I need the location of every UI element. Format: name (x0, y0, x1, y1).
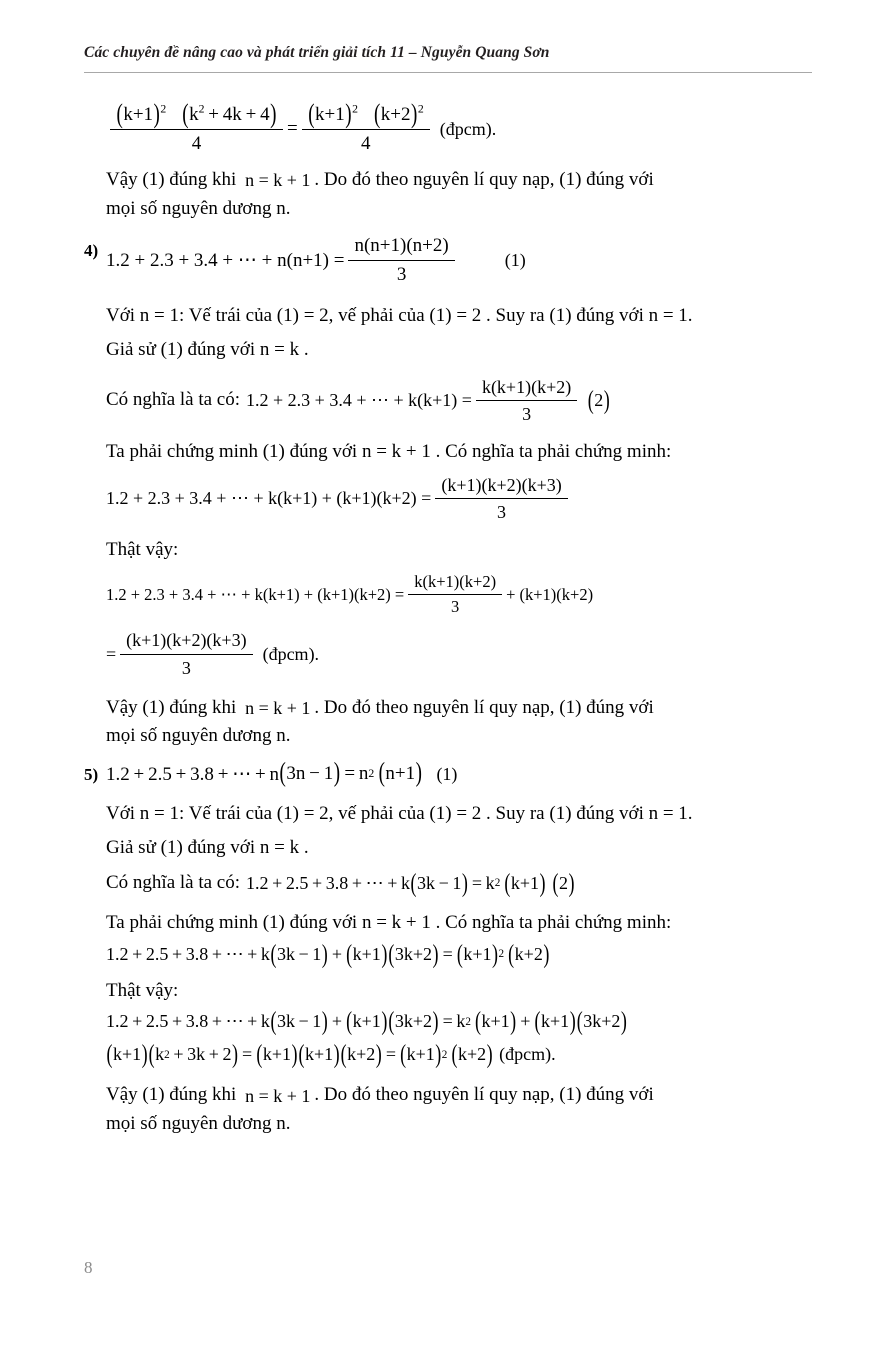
item-5-concl-eq: n = k + 1 (245, 1085, 311, 1106)
conclusion-top-text2: . Do đó theo nguyên lí quy nạp, (1) đúng với (314, 169, 654, 191)
top-equation: $\frac{(k+1)^2 (k^2 + 4k + 4)}{4}$ = $\frac{(k+1)^2 (k+2)^2}{4}$ (đpcm). (106, 102, 824, 156)
item-4-concl-c: mọi số nguyên dương n. (106, 725, 291, 747)
conclusion-top-text1: Vậy (1) đúng khi (106, 169, 237, 191)
item-4-prove-equation (106, 473, 824, 525)
item-4-final-prefix: = (106, 643, 117, 664)
item-5-indeed-equation (106, 1006, 824, 1036)
item-4-means (106, 375, 824, 427)
item-5-conclusion (106, 1081, 824, 1138)
exercise-item-4 (84, 233, 824, 287)
item-4-means-frac-num: k(k+1)(k+2) (476, 375, 577, 401)
exercise-item-5 (84, 758, 824, 789)
item-4-indeed-frac-num: k(k+1)(k+2) (408, 571, 502, 595)
item-4-means-lhs: 1.2 + 2.3 + 3.4 + ⋯ + k(k+1) = (246, 389, 472, 410)
item-4-base-case: Với n = 1: Vế trái của (1) = 2, vế phải của (1) = 2 . Suy ra (1) đúng với n = 1. (106, 304, 693, 326)
item-4-final-qed: (đpcm). (262, 643, 320, 664)
item-5-prove-equation (106, 939, 824, 969)
item-4-conclusion (106, 694, 824, 751)
item-4-statement (106, 233, 824, 287)
item-5-number: 5) (84, 764, 99, 784)
conclusion-top-eq: n = k + 1 (245, 170, 311, 191)
item-4-means-prefix: Có nghĩa là ta có: (106, 389, 241, 411)
item-4-indeed-lhs: 1.2 + 2.3 + 3.4 + ⋯ + k(k+1) + (k+1)(k+2) = (106, 584, 405, 604)
item-4-indeed-frac-den: 3 (451, 597, 460, 617)
item-5-means-prefix: Có nghĩa là ta có: (106, 871, 241, 893)
item-5-prove-eq: 1.2 + 2.5 + 3.8 + ⋯ + k ( 3k − 1 ) + ( k+1 ) ( 3k+2 ) = ( k+1 ) 2 ( k+2 ) (106, 939, 550, 969)
top-eq-num-left-exp: 2 (160, 102, 167, 116)
item-4-prove-frac-num: (k+1)(k+2)(k+3) (435, 473, 567, 499)
item-5-concl-b: . Do đó theo nguyên lí quy nạp, (1) đúng với (314, 1084, 654, 1106)
top-eq-equals: = (286, 118, 298, 140)
item-5-means-tag: ( 2 ) (552, 867, 575, 897)
item-4-means-frac-den: 3 (522, 403, 532, 424)
item-4-assumption: Giả sử (1) đúng với n = k . (106, 339, 309, 361)
item-4-concl-eq: n = k + 1 (245, 698, 311, 719)
top-eq-qed: (đpcm). (439, 118, 497, 139)
item-5-indeed-eq: 1.2 + 2.5 + 3.8 + ⋯ + k ( 3k − 1 ) + ( k+1 ) ( 3k+2 ) = k 2 ( k+1 ) + ( k+1 ) ( 3k+2 ) (106, 1006, 627, 1036)
item-4-statement-lhs: 1.2 + 2.3 + 3.4 + ⋯ + n(n+1) = (106, 249, 345, 271)
item-4-indeed-equation (106, 571, 824, 619)
item-5-means-eq: 1.2 + 2.5 + 3.8 + ⋯ + k ( 3k − 1 ) = k 2 ( k+1 ) (246, 867, 546, 897)
item-5-concl-a: Vậy (1) đúng khi (106, 1084, 237, 1106)
item-5-assumption: Giả sử (1) đúng với n = k . (106, 837, 309, 859)
item-5-final-eq: ( k+1 ) ( k 2 + 3k + 2 ) = ( k+1 ) ( k+1 ) ( k+2 ) = ( k+1 ) 2 ( k+2 ) (106, 1039, 493, 1069)
top-eq-num-left: k+1 (123, 104, 154, 125)
item-5-means (106, 869, 824, 898)
page-content (84, 92, 824, 1144)
item-4-final-frac-num: (k+1)(k+2)(k+3) (120, 628, 252, 654)
conclusion-top (106, 166, 824, 223)
page-header: Các chuyên đề nâng cao và phát triển giải tích 11 – Nguyễn Quang Sơn (84, 44, 550, 61)
page-number: 8 (84, 1258, 93, 1277)
item-4-prove-line: Ta phải chứng minh (1) đúng với n = k + 1 . Có nghĩa ta phải chứng minh: (106, 441, 672, 463)
item-4-indeed-label: Thật vậy: (106, 539, 179, 561)
item-4-concl-a: Vậy (1) đúng khi (106, 696, 237, 718)
item-5-final-qed: (đpcm). (499, 1044, 556, 1065)
item-5-prove-line: Ta phải chứng minh (1) đúng với n = k + 1 . Có nghĩa ta phải chứng minh: (106, 912, 672, 934)
item-5-tag: (1) (436, 763, 458, 784)
item-4-number: 4) (84, 241, 99, 261)
item-5-base-case: Với n = 1: Vế trái của (1) = 2, vế phải của (1) = 2 . Suy ra (1) đúng với n = 1. (106, 802, 693, 824)
item-5-concl-c: mọi số nguyên dương n. (106, 1112, 291, 1134)
item-5-statement (106, 758, 824, 789)
top-eq-rhs-den: 4 (360, 132, 371, 154)
item-4-final-equation (106, 628, 824, 680)
item-4-means-tag: ( 2 ) (587, 385, 610, 415)
item-4-frac-num: n(n+1)(n+2) (348, 233, 454, 261)
conclusion-top-text3: mọi số nguyên dương n. (106, 197, 291, 219)
item-4-prove-lhs: 1.2 + 2.3 + 3.4 + ⋯ + k(k+1) + (k+1)(k+2) = (106, 487, 432, 508)
item-5-final-equation (106, 1039, 824, 1069)
item-5-statement-text: 1.2 + 2.5 + 3.8 + ⋯ + n ( 3n − 1 ) = n 2 ( n+1 ) (106, 758, 422, 789)
item-4-frac-den: 3 (396, 263, 407, 285)
header-divider (84, 72, 812, 73)
item-4-concl-b: . Do đó theo nguyên lí quy nạp, (1) đúng với (314, 696, 654, 718)
item-4-tag: (1) (504, 249, 526, 270)
item-4-final-frac-den: 3 (181, 657, 191, 678)
item-4-indeed-tail: + (k+1)(k+2) (506, 584, 594, 604)
item-5-indeed-label: Thật vậy: (106, 979, 179, 1001)
top-eq-den: 4 (191, 132, 202, 154)
item-4-prove-frac-den: 3 (497, 501, 507, 522)
